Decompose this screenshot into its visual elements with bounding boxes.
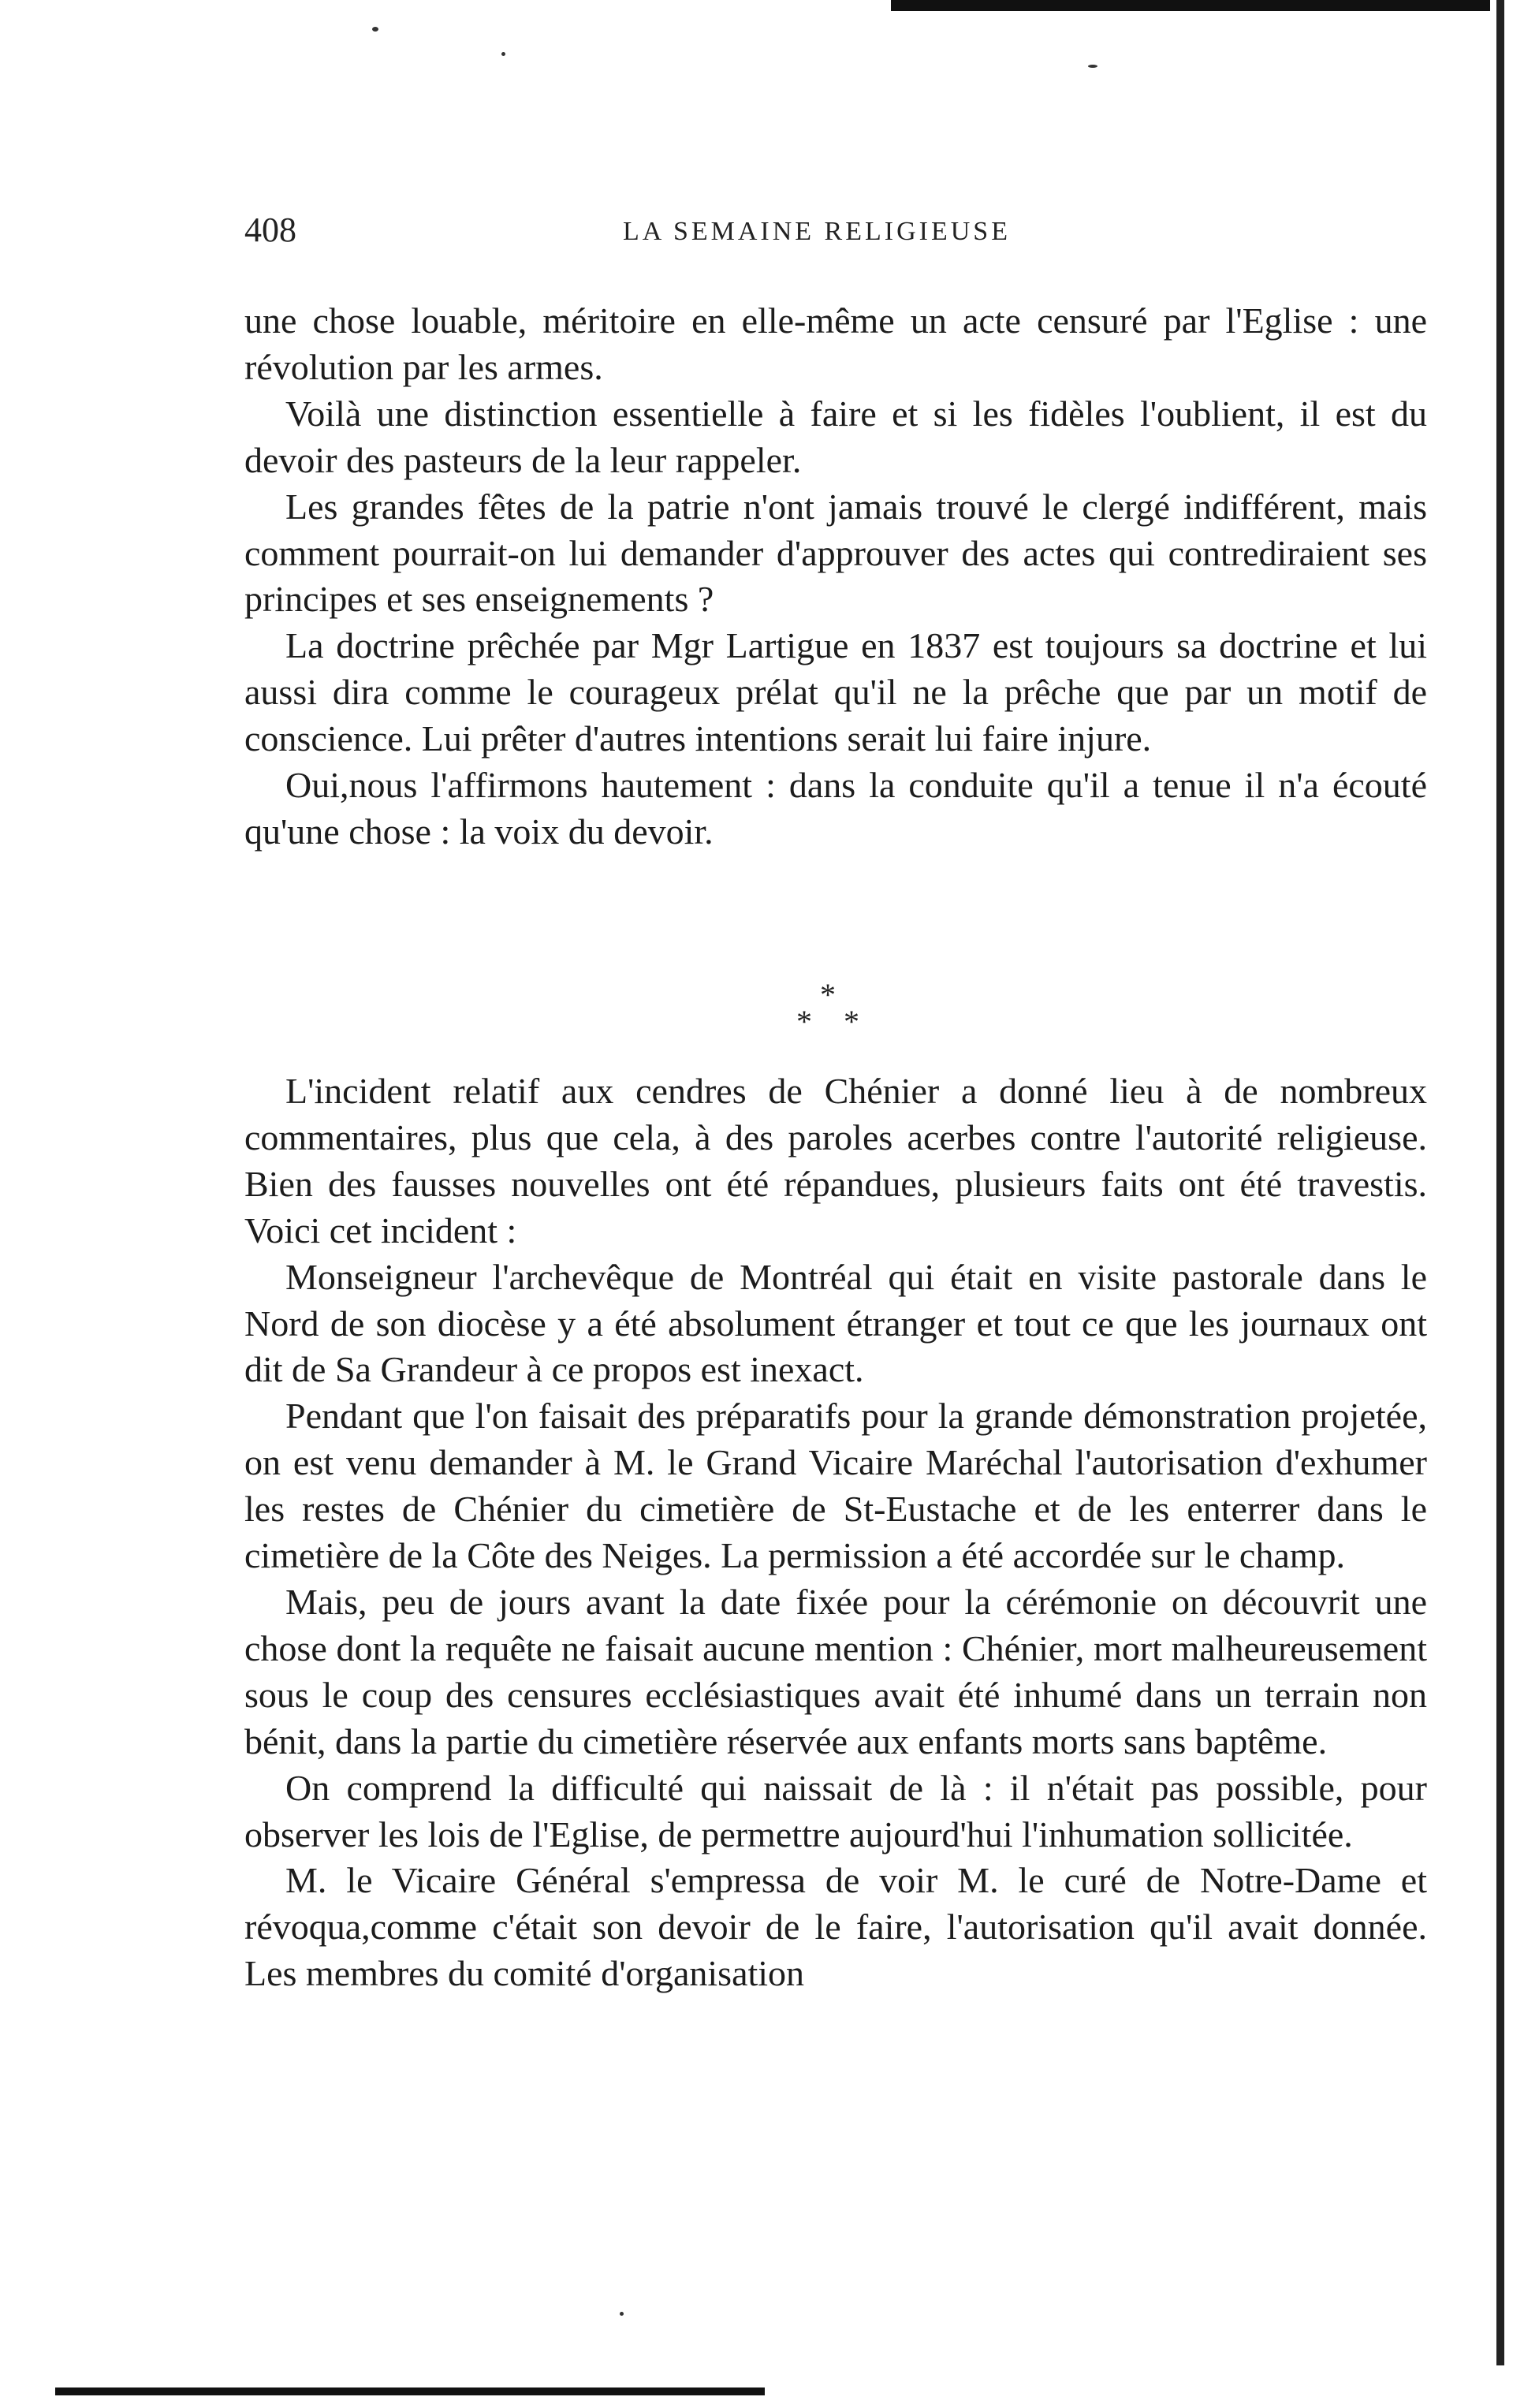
scan-speck xyxy=(501,52,505,56)
running-head xyxy=(244,207,1427,254)
scan-edge-bottom xyxy=(55,2387,765,2395)
asterisk: * xyxy=(820,977,836,1012)
paragraph: Mais, peu de jours avant la date fixée pour la cérémonie on découvrit une chose dont la requête ne faisait aucune mention : Chénier, mort malheureusement sous le coup des censures ecclésiastiques avait été inhumé dans un terrain non bénit, dans la partie du cimetière réservée aux enfants morts sans baptême. xyxy=(244,1581,1427,1761)
scan-speck xyxy=(1088,65,1097,68)
scan-speck xyxy=(372,27,378,32)
asterisk: * xyxy=(796,1004,812,1039)
paragraph: Oui,nous l'affirmons hautement : dans la conduite qu'il a tenue il n'a écouté qu'une chose : la voix du devoir. xyxy=(244,765,1427,852)
paragraph: Voilà une distinction essentielle à faire et si les fidèles l'oublient, il est du devoir des pasteurs de la leur rappeler. xyxy=(244,393,1427,480)
text-section-1 xyxy=(244,298,1427,855)
paragraph: L'incident relatif aux cendres de Chénier a donné lieu à de nombreux commentaires, plus que cela, à des paroles acerbes contre l'autorité religieuse. Bien des fausses nouvelles ont été répandues, plusieurs faits ont été travestis. Voici cet incident : xyxy=(244,1071,1427,1251)
page-number: 408 xyxy=(244,211,296,249)
paragraph: Les grandes fêtes de la patrie n'ont jamais trouvé le clergé indifférent, mais comment pourrait-on lui demander d'approuver des actes qui contrediraient ses principes et ses enseignements ? xyxy=(244,486,1427,620)
paragraph: Monseigneur l'archevêque de Montréal qui était en visite pastorale dans le Nord de son diocèse y a été absolument étranger et tout ce que les journaux ont dit de Sa Grandeur à ce propos est inexact. xyxy=(244,1256,1427,1390)
scan-edge-top xyxy=(891,0,1490,11)
paragraph: une chose louable, méritoire en elle-même un acte censuré par l'Eglise : une révolution par les armes. xyxy=(244,300,1427,387)
paragraph: M. le Vicaire Général s'empressa de voir M. le curé de Notre-Dame et révoqua,comme c'était son devoir de le faire, l'autorisation qu'il avait donnée. Les membres du comité d'organisation xyxy=(244,1860,1427,1994)
paragraph: Pendant que l'on faisait des préparatifs pour la grande démonstration projetée, on est venu demander à M. le Grand Vicaire Maréchal l'autorisation d'exhumer les restes de Chénier du cimetière de St-Eustache et de les enterrer dans le cimetière de la Côte des Neiges. La permission a été accordée sur le champ. xyxy=(244,1396,1427,1576)
asterisk: * xyxy=(844,1004,859,1039)
running-title: LA SEMAINE RELIGIEUSE xyxy=(623,217,1011,246)
paragraph: La doctrine prêchée par Mgr Lartigue en 1837 est toujours sa doctrine et lui aussi dira comme le courageux prélat qu'il ne la prêche que par un motif de conscience. Lui prêter d'autres intentions serait lui faire injure. xyxy=(244,625,1427,759)
text-section-2 xyxy=(244,1068,1427,1997)
section-separator-asterism xyxy=(788,976,883,1039)
scan-speck xyxy=(620,2312,624,2316)
scan-edge-right xyxy=(1496,0,1504,2365)
paragraph: On comprend la difficulté qui naissait de là : il n'était pas possible, pour observer les lois de l'Eglise, de permettre aujourd'hui l'inhumation sollicitée. xyxy=(244,1767,1427,1854)
